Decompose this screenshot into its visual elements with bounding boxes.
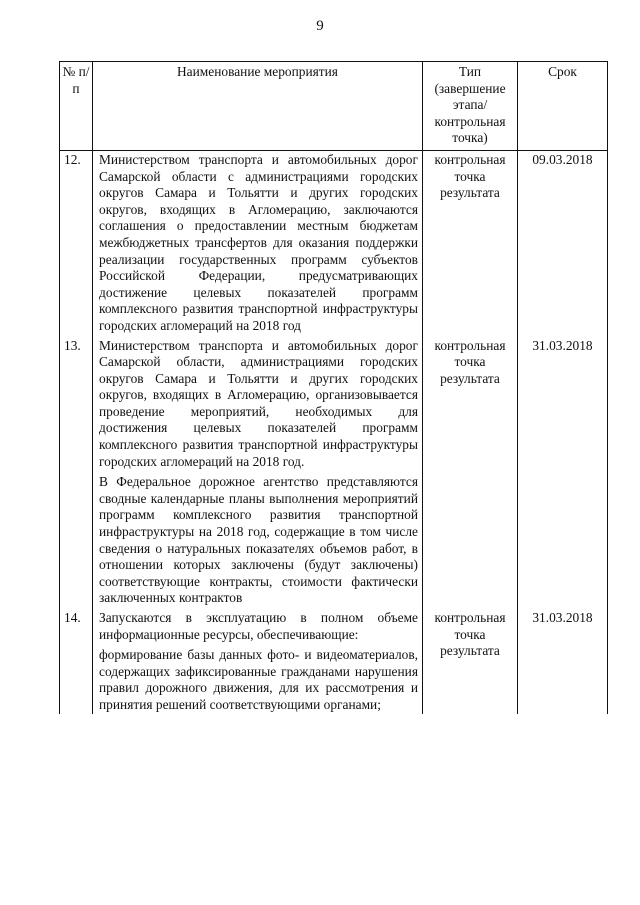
row-date: 31.03.2018 (518, 335, 608, 608)
header-num: № п/п (60, 62, 93, 151)
row-type: контрольная точка результата (423, 150, 518, 334)
page-number: 9 (316, 18, 324, 34)
description-paragraph: Министерством транспорта и автомобильных дорог Самарской области с администрациями городских округов Самара и Тольятти и других городских округов, входящих в Агломерацию, заключаются соглашения о предоставлении местным бюджетам межбюджетных трансфертов для оказания поддержки реализации государственных программ субъектов Российской Федерации, предусматривающих достижение целевых показателей программ комплексного развития транспортной инфраструктуры городских агломераций на 2018 год (99, 151, 418, 333)
description-paragraph: Министерством транспорта и автомобильных дорог Самарской области, администрациями городских округов Самара и Тольятти и других городских округов, входящих в Агломерацию, организовывается проведение мероприятий, необходимых для достижения целевых показателей программ комплексного развития транспортной инфраструктуры городских агломераций на 2018 год. (99, 337, 418, 469)
row-type: контрольная точка результата (423, 335, 518, 608)
row-description (93, 607, 423, 714)
events-table (59, 61, 608, 714)
header-date: Срок (518, 62, 608, 151)
table-row (60, 335, 608, 608)
row-number: 12. (60, 150, 93, 334)
description-paragraph: В Федеральное дорожное агентство представляются сводные календарные планы выполнения мероприятий программ комплексного развития транспортной инфраструктуры на 2018 год, содержащие в том числе сведения о натуральных показателях объемов работ, в отношении которых заключены (будут заключены) соответствующие контракты, стоимости фактически заключенных контрактов (99, 474, 418, 606)
table-row (60, 607, 608, 714)
events-table-container (59, 61, 607, 714)
row-number: 13. (60, 335, 93, 608)
description-paragraph: Запускаются в эксплуатацию в полном объеме информационные ресурсы, обеспечивающие: (99, 610, 418, 642)
row-number: 14. (60, 607, 93, 714)
row-date: 09.03.2018 (518, 150, 608, 334)
header-type: Тип (завершение этапа/ контрольная точка) (423, 62, 518, 151)
table-header-row (60, 62, 608, 151)
header-name: Наименование мероприятия (93, 62, 423, 151)
description-paragraph: формирование базы данных фото- и видеоматериалов, содержащих зафиксированные гражданами нарушения правил дорожного движения, для их рассмотрения и принятия решений соответствующими органами; (99, 647, 418, 712)
row-type: контрольная точка результата (423, 607, 518, 714)
row-date: 31.03.2018 (518, 607, 608, 714)
row-description (93, 150, 423, 334)
row-description (93, 335, 423, 608)
table-row (60, 150, 608, 334)
